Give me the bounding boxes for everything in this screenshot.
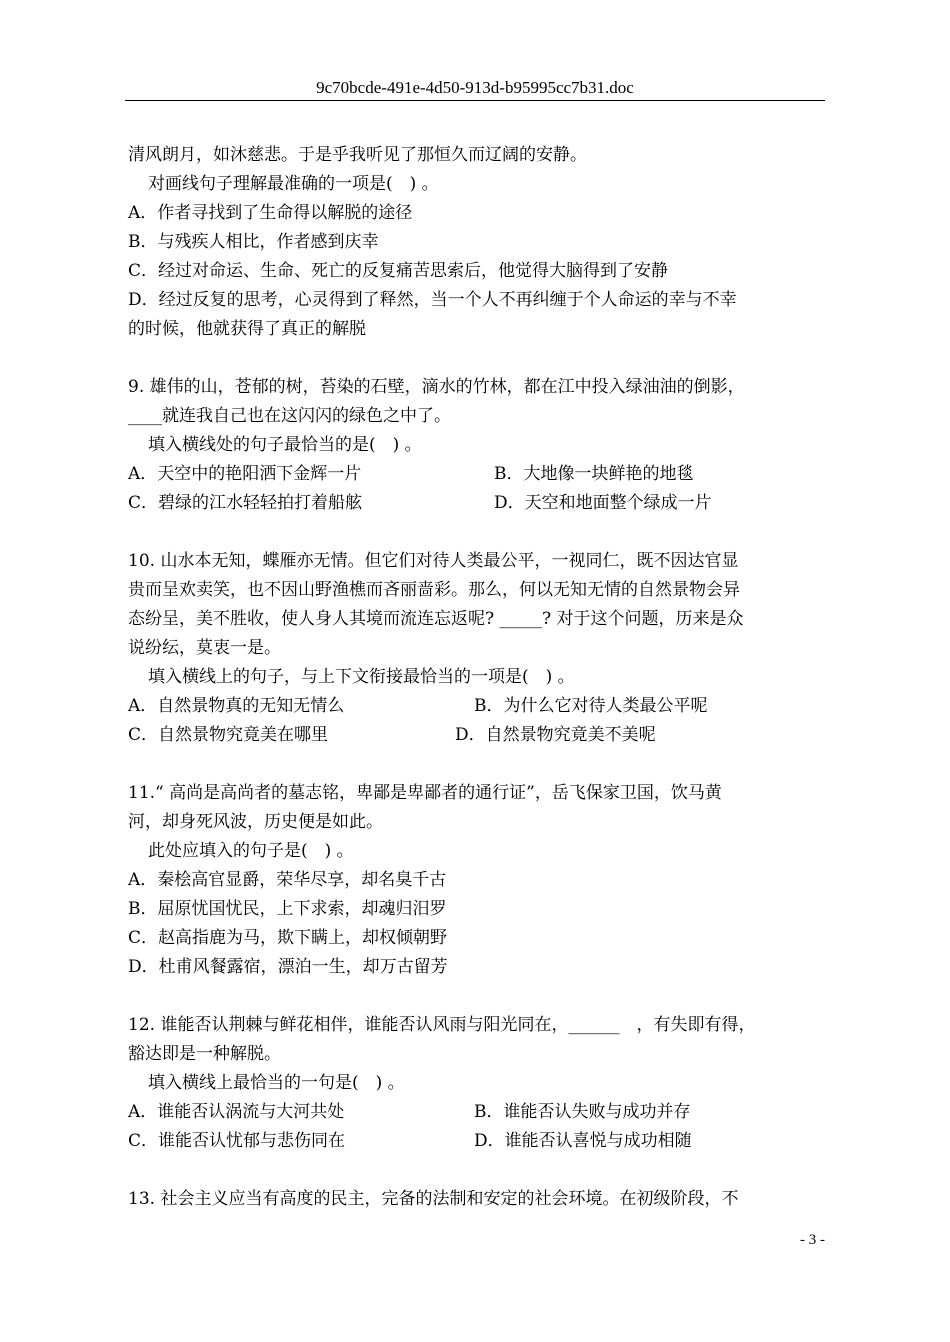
page-number: - 3 - — [800, 1232, 825, 1248]
document-body — [128, 141, 828, 1214]
q12-options-row-1 — [128, 1098, 828, 1127]
q10-option-d: D．自然景物究竟美不美呢 — [455, 725, 656, 745]
q11-stem-line-1: 11.“ 高尚是高尚者的墓志铭，卑鄙是卑鄙者的通行证”，岳飞保家卫国，饮马黄 — [128, 783, 722, 803]
q10-stem-line-1: 10. 山水本无知，蝶雁亦无情。但它们对待人类最公平，一视同仁，既不因达官显 — [128, 551, 739, 571]
q12-prompt: 填入横线上最恰当的一句是( ) 。 — [148, 1073, 405, 1093]
q8-option-c: C．经过对命运、生命、死亡的反复痛苦思索后，他觉得大脑得到了安静 — [128, 261, 669, 281]
q12-option-d: D．谁能否认喜悦与成功相随 — [474, 1131, 692, 1151]
q13-stem-line-1: 13. 社会主义应当有高度的民主，完备的法制和安定的社会环境。在初级阶段，不 — [128, 1189, 739, 1209]
q9-option-b: B．大地像一块鲜艳的地毯 — [494, 464, 694, 484]
q10-options-row-2 — [128, 721, 828, 750]
q8-option-b: B．与残疾人相比，作者感到庆幸 — [128, 232, 379, 252]
q12-stem-line-1: 12. 谁能否认荆棘与鲜花相伴，谁能否认风雨与阳光同在，______ ，有失即有得， — [128, 1015, 756, 1035]
q10-prompt: 填入横线上的句子，与上下文衔接最恰当的一项是( ) 。 — [148, 667, 575, 687]
q10-option-c: C．自然景物究竟美在哪里 — [128, 725, 329, 745]
q11-option-c: C．赵高指鹿为马，欺下瞒上，却权倾朝野 — [128, 928, 448, 948]
q12-option-b: B．谁能否认失败与成功并存 — [474, 1102, 691, 1122]
q9-stem-line-1: 9. 雄伟的山，苍郁的树，苔染的石壁，滴水的竹林，都在江中投入绿油油的倒影， — [128, 377, 745, 397]
q10-stem-line-4: 说纷纭，莫衷一是。 — [128, 638, 281, 658]
header-rule — [125, 100, 825, 101]
q10-option-b: B．为什么它对待人类最公平呢 — [474, 696, 708, 716]
q9-option-c: C．碧绿的江水轻轻拍打着船舷 — [128, 493, 363, 513]
q8-continuation: 清风朗月，如沐慈悲。于是乎我听见了那恒久而辽阔的安静。 — [128, 145, 587, 165]
q11-option-b: B．屈原忧国忧民，上下求索，却魂归汨罗 — [128, 899, 447, 919]
q9-stem-line-2: ____就连我自己也在这闪闪的绿色之中了。 — [128, 406, 451, 426]
q8-option-d: D．经过反复的思考，心灵得到了释然，当一个人不再纠缠于个人命运的幸与不幸 — [128, 290, 737, 310]
q9-options-row-2 — [128, 489, 828, 518]
q11-option-d: D．杜甫风餐露宿，漂泊一生，却万古留芳 — [128, 957, 448, 977]
q10-stem-line-3: 态纷呈，美不胜收，使人身人其境而流连忘返呢? _____? 对于这个问题，历来是众 — [128, 609, 744, 629]
spacer — [128, 750, 828, 779]
document-filename: 9c70bcde-491e-4d50-913d-b95995cc7b31.doc — [316, 78, 634, 97]
q11-option-a: A．秦桧高官显爵，荣华尽享，却名臭千古 — [128, 870, 447, 890]
q10-stem-line-2: 贵而呈欢卖笑，也不因山野渔樵而吝丽啬彩。那么，何以无知无情的自然景物会异 — [128, 580, 740, 600]
q10-option-a: A．自然景物真的无知无情么 — [128, 696, 345, 716]
q11-prompt: 此处应填入的句子是( ) 。 — [148, 841, 354, 861]
q12-options-row-2 — [128, 1127, 828, 1156]
spacer — [128, 1156, 828, 1185]
q8-option-a: A．作者寻找到了生命得以解脱的途径 — [128, 203, 413, 223]
q8-prompt: 对画线句子理解最准确的一项是( ) 。 — [148, 174, 439, 194]
q8-option-d-cont: 的时候，他就获得了真正的解脱 — [128, 319, 366, 339]
spacer — [128, 344, 828, 373]
q12-stem-line-2: 豁达即是一种解脱。 — [128, 1044, 281, 1064]
q9-options-row-1 — [128, 460, 828, 489]
q9-option-a: A．天空中的艳阳洒下金辉一片 — [128, 464, 362, 484]
q12-option-c: C．谁能否认忧郁与悲伤同在 — [128, 1131, 346, 1151]
q12-option-a: A．谁能否认涡流与大河共处 — [128, 1102, 345, 1122]
q11-stem-line-2: 河，却身死风波，历史便是如此。 — [128, 812, 383, 832]
q9-option-d: D．天空和地面整个绿成一片 — [494, 493, 712, 513]
spacer — [128, 982, 828, 1011]
q10-options-row-1 — [128, 692, 828, 721]
q9-prompt: 填入横线处的句子最恰当的是( ) 。 — [148, 435, 422, 455]
spacer — [128, 518, 828, 547]
